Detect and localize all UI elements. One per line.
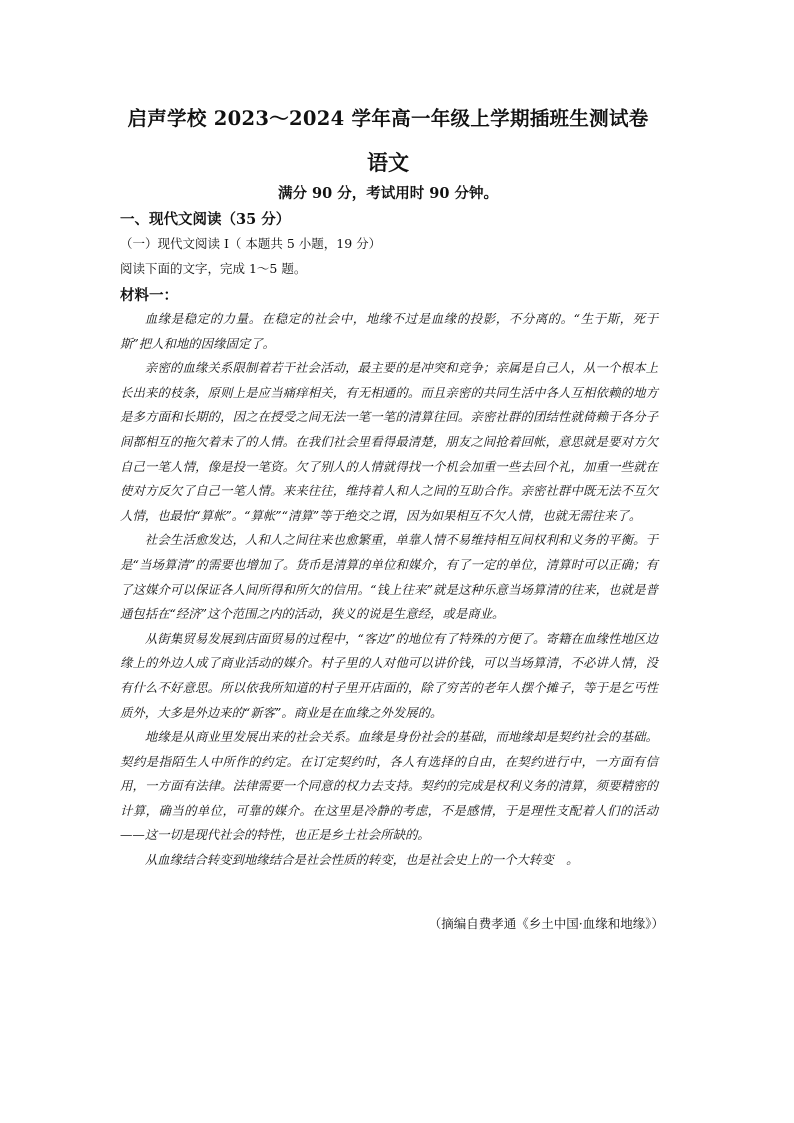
exam-title: 启声学校 2023～2024 学年高一年级上学期插班生测试卷 <box>127 107 649 130</box>
passage-paragraph: 从血缘结合转变到地缘结合是社会性质的转变，也是社会史上的一个大转变 。 <box>144 852 579 868</box>
score-note: 满分 90 分，考试用时 90 分钟。 <box>277 185 499 202</box>
section-subheading: （一）现代文阅读 I（ 本题共 5 小题，19 分） <box>120 236 382 251</box>
section-heading: 一、现代文阅读（35 分） <box>120 211 291 228</box>
passage-paragraph: 地缘是从商业里发展出来的社会关系。血缘是身份社会的基础，而地缘却是契约社会的基础。契约是指陌生人中所作的约定。在订定契约时，各人有选择的自由，在契约进行中，一方面有信用，一方面有法律。法律需要一个同意的权力去支持。契约的完成是权利义务的清算，须要精密的计算，确当的单位，可靠的媒介。在这里是冷静的考虑，不是感情，于是理性支配着人们的活动——这一切是现代社会的特性，也正是乡土社会所缺的。 <box>120 729 658 843</box>
source-citation: （摘编自费孝通《乡土中国·血缘和地缘》） <box>428 916 664 931</box>
passage-paragraph: 从街集贸易发展到店面贸易的过程中，“客边”的地位有了特殊的方便了。寄籍在血缘性地区边缘上的外边人成了商业活动的媒介。村子里的人对他可以讲价钱，可以当场算清，不必讲人情，没有什么不好意思。所以依我所知道的村子里开店面的，除了穷苦的老年人摆个摊子，等于是乞丐性质外，大多是外边来的“新客”。商业是在血缘之外发展的。 <box>120 630 658 720</box>
passage-paragraph: 血缘是稳定的力量。在稳定的社会中，地缘不过是血缘的投影，不分离的。“生于斯，死于斯”把人和地的因缘固定了。 <box>120 311 658 351</box>
reading-instruction: 阅读下面的文字，完成 1～5 题。 <box>120 261 307 276</box>
passage-paragraph: 亲密的血缘关系限制着若干社会活动，最主要的是冲突和竞争；亲属是自己人，从一个根本上长出来的枝条，原则上是应当痛痒相关，有无相通的。而且亲密的共同生活中各人互相依赖的地方是多方面和长期的，因之在授受之间无法一笔一笔的清算往回。亲密社群的团结性就倚赖于各分子间都相互的拖欠着未了的人情。在我们社会里看得最清楚，朋友之间抢着回帐，意思就是要对方欠自己一笔人情，像是投一笔资。欠了别人的人情就得找一个机会加重一些去回个礼，加重一些就在使对方反欠了自己一笔人情。来来往往，维持着人和人之间的互助合作。亲密社群中既无法不互欠人情，也最怕“算帐”。“算帐”“清算”等于绝交之谓，因为如果相互不欠人情，也就无需往来了。 <box>120 360 658 523</box>
passage-body <box>120 307 658 873</box>
passage-paragraph: 社会生活愈发达，人和人之间往来也愈繁重，单靠人情不易维持相互间权利和义务的平衡。于是“当场算清”的需要也增加了。货币是清算的单位和媒介，有了一定的单位，清算时可以正确；有了这媒介可以保证各人间所得和所欠的信用。“钱上往来”就是这种乐意当场算清的往来，也就是普通包括在“经济”这个范围之内的活动，狭义的说是生意经，或是商业。 <box>120 532 658 622</box>
material-label: 材料一： <box>120 287 178 304</box>
subject-title: 语文 <box>367 150 409 175</box>
